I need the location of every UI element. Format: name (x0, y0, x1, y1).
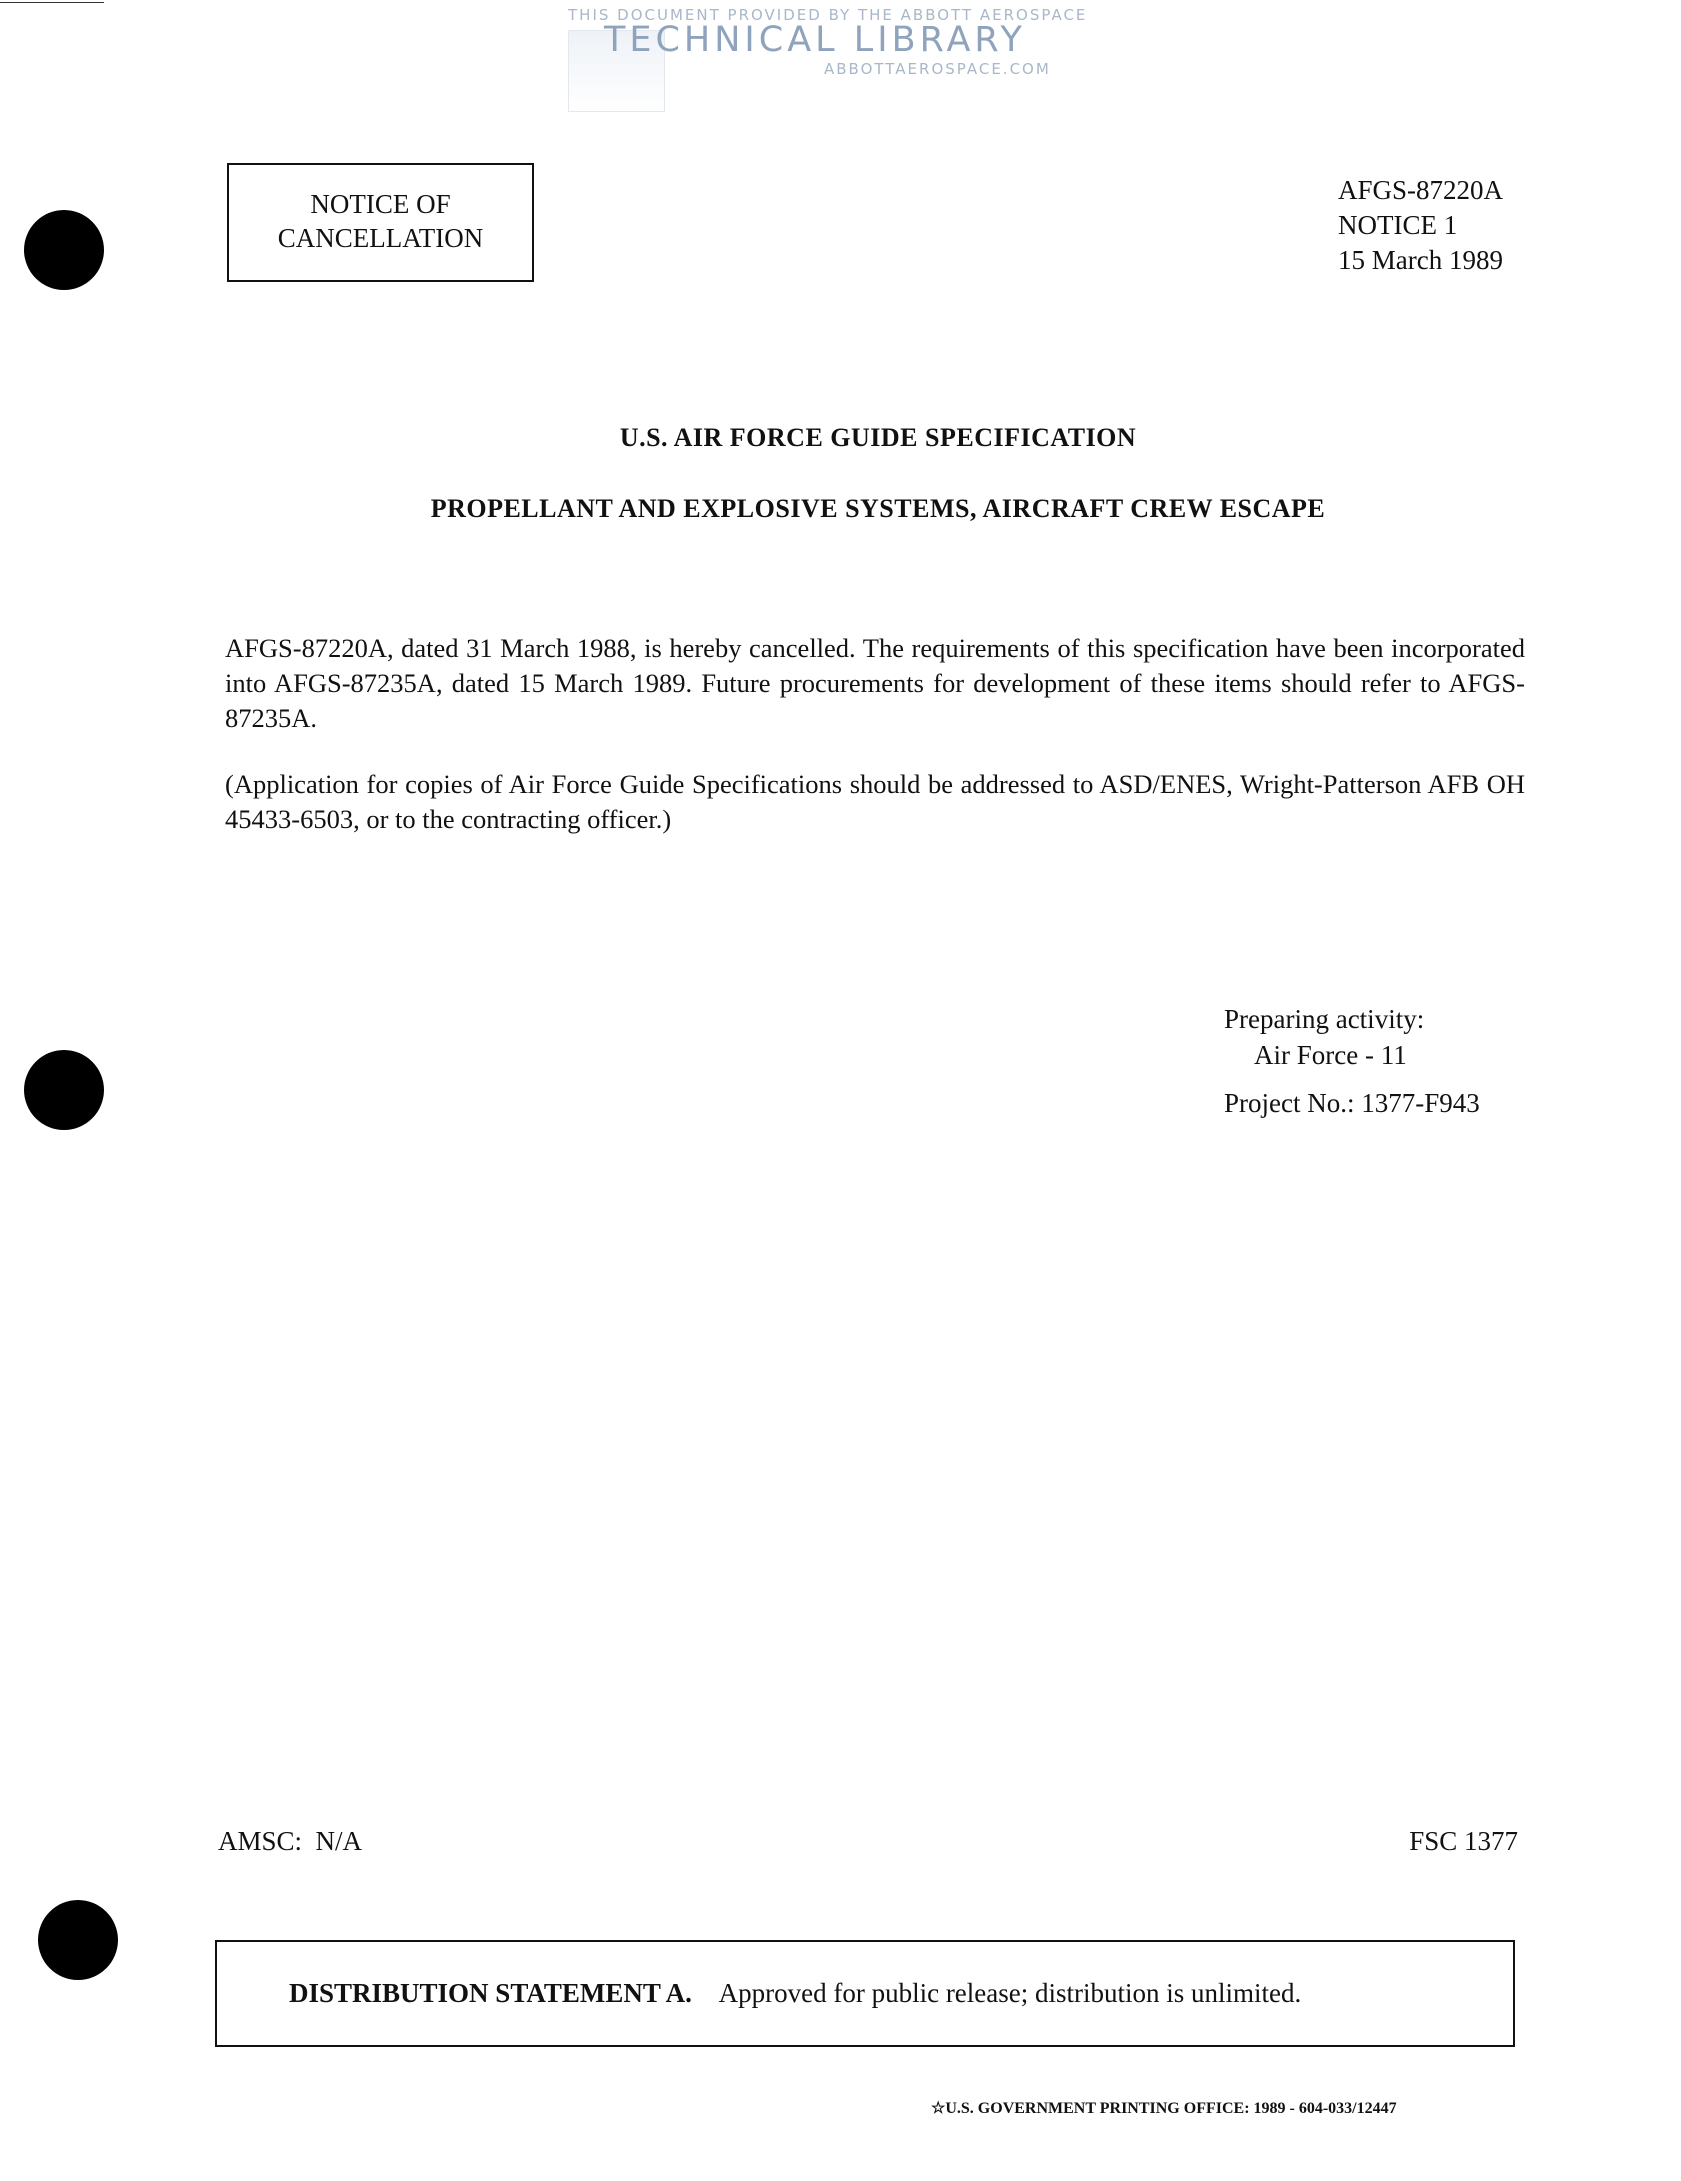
printing-office-footer (931, 2098, 1397, 2118)
amsc: AMSC: N/A (218, 1826, 363, 1856)
top-left-rule (0, 2, 104, 3)
page-title: U.S. AIR FORCE GUIDE SPECIFICATION (619, 423, 1137, 452)
punch-hole (24, 210, 104, 290)
distribution-label: DISTRIBUTION STATEMENT A. (289, 1978, 692, 2008)
notice-box-line2: CANCELLATION (277, 223, 484, 253)
watermark-line3: ABBOTTAEROSPACE.COM (824, 60, 1051, 78)
preparing-activity (1224, 1001, 1480, 1121)
notice-date: 15 March 1989 (1338, 245, 1503, 275)
application-paragraph: (Application for copies of Air Force Guide Specifications should be addressed to ASD/ENES, Wright-Patterson AFB OH 45433-6503, or to the contracting officer.) (225, 769, 1525, 834)
punch-hole (38, 1900, 118, 1980)
notice-box-line1: NOTICE OF (310, 189, 451, 219)
watermark-line2: TECHNICAL LIBRARY (604, 20, 1026, 60)
project-number: Project No.: 1377-F943 (1224, 1088, 1480, 1118)
header-right (1338, 173, 1503, 278)
watermark-line1: THIS DOCUMENT PROVIDED BY THE ABBOTT AEROSPACE (568, 6, 1088, 24)
notice-number: NOTICE 1 (1338, 210, 1458, 240)
star-icon: ☆ (931, 2100, 946, 2117)
cancellation-paragraph: AFGS-87220A, dated 31 March 1988, is hereby cancelled. The requirements of this specification have been incorporated into AFGS-87235A, dated 15 March 1989. Future procurements for development of these items should refer to AFGS-87235A. (225, 633, 1525, 733)
footer-text: U.S. GOVERNMENT PRINTING OFFICE: 1989 - 604-033/12447 (945, 2100, 1397, 2117)
notice-of-cancellation-box (227, 163, 534, 282)
page-subtitle: PROPELLANT AND EXPLOSIVE SYSTEMS, AIRCRAFT CREW ESCAPE (430, 494, 1326, 523)
document-id: AFGS-87220A (1338, 175, 1504, 205)
distribution-text: Approved for public release; distribution is unlimited. (718, 1978, 1302, 2008)
punch-hole (24, 1050, 104, 1130)
distribution-statement-box (215, 1940, 1515, 2047)
fsc: FSC 1377 (1409, 1826, 1518, 1856)
preparing-activity-name: Air Force - 11 (1254, 1040, 1407, 1070)
preparing-label: Preparing activity: (1224, 1004, 1425, 1034)
